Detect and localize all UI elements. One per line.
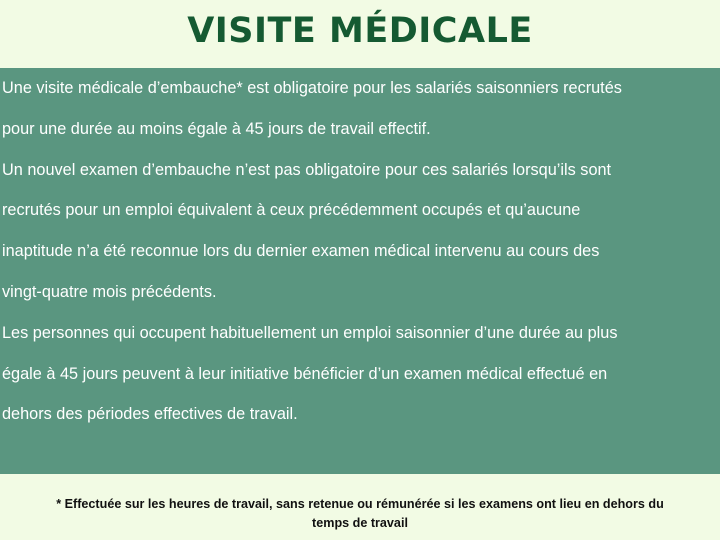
- footnote: [20, 495, 700, 533]
- paragraph-emploi-saisonnier: Les personnes qui occupent habituellement un emploi saisonnier d’une durée au plus égale à 45 jours peuvent à leur initiative bénéficier d’un examen médical effectué en dehors des périodes effectives de travail.: [2, 323, 618, 424]
- footnote-text: * Effectuée sur les heures de travail, sans retenue ou rémunérée si les examens ont lieu en dehors du temps de travail: [56, 497, 664, 530]
- info-panel-text: [2, 68, 718, 435]
- info-panel: [0, 68, 720, 474]
- paragraph-nouvel-examen: Un nouvel examen d’embauche n’est pas obligatoire pour ces salariés lorsqu’ils sont recrutés pour un emploi équivalent à ceux précédemment occupés et qu’aucune inaptitude n’a été reconnue lors du dernier examen médical intervenu au cours des vingt-quatre mois précédents.: [2, 160, 612, 301]
- page-title: VISITE MÉDICALE: [187, 11, 533, 51]
- paragraph-embauche: Une visite médicale d’embauche* est obligatoire pour les salariés saisonniers recrutés pour une durée au moins égale à 45 jours de travail effectif.: [2, 79, 622, 138]
